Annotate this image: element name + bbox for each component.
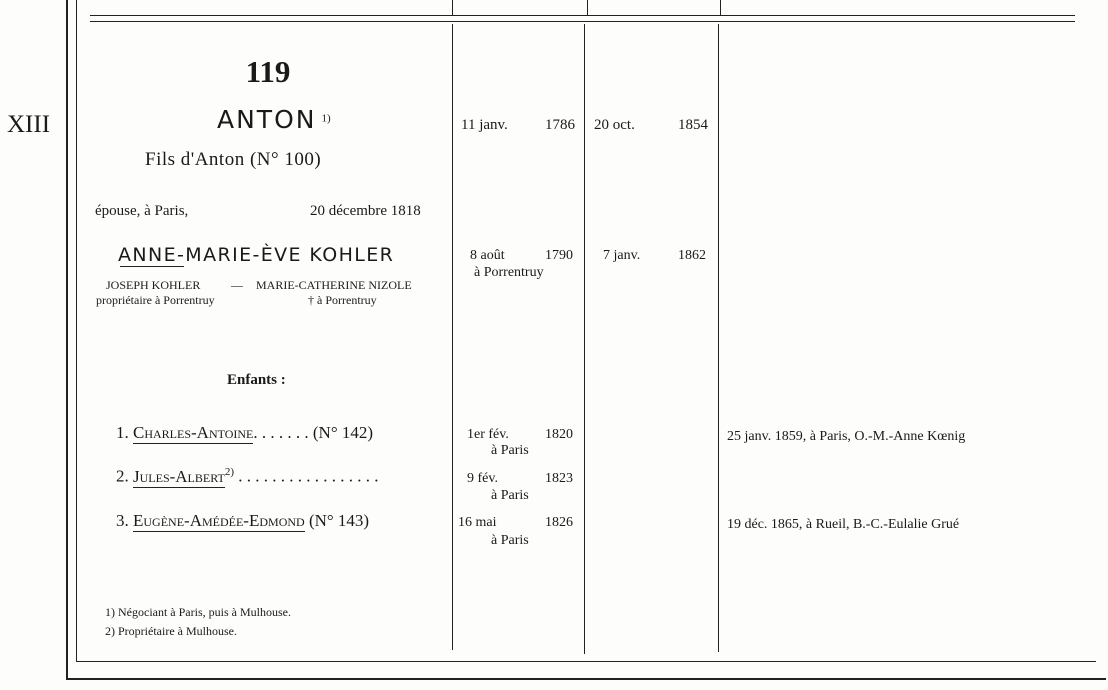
child-number: 2. <box>116 466 129 486</box>
child-number: 1. <box>116 423 129 442</box>
spouse-death-year: 1862 <box>678 248 706 263</box>
header-col-divider-2 <box>587 0 588 15</box>
spouse-name: ANNE-MARIE-ÈVE KOHLER <box>118 244 395 266</box>
child-birth-day: 16 mai <box>458 515 497 530</box>
entry-death-year: 1854 <box>678 117 708 133</box>
marriage-label: épouse, à Paris, <box>95 203 189 219</box>
header-col-divider-3 <box>720 0 721 15</box>
child-row <box>116 511 369 531</box>
child-leader-dots: . . . . . . . <box>253 423 309 442</box>
header-rule-top <box>90 15 1075 16</box>
spouse-birth-day: 8 août <box>470 248 505 263</box>
child-number: 3. <box>116 511 129 530</box>
spouse-mother-info: † à Porrentruy <box>308 293 377 307</box>
child-name: Eugène-Amédée-Edmond <box>133 511 305 530</box>
child-birth-year: 1826 <box>545 515 573 530</box>
children-heading: Enfants : <box>227 372 286 388</box>
entry-name-group <box>217 105 331 134</box>
footnote: 1) Négociant à Paris, puis à Mulhouse. <box>105 605 291 619</box>
entry-name-footnote-ref: 1) <box>321 112 331 125</box>
header-col-divider-1 <box>452 0 453 15</box>
entry-birth-day: 11 janv. <box>461 117 508 133</box>
child-reference: (N° 142) <box>312 423 374 442</box>
column-divider-3 <box>718 24 719 652</box>
spouse-father-info: propriétaire à Porrentruy <box>96 293 215 307</box>
entry-death-day: 20 oct. <box>594 117 635 133</box>
child-marriage: 19 déc. 1865, à Rueil, B.-C.-Eulalie Grué <box>727 517 960 532</box>
child-birth-year: 1820 <box>545 427 573 442</box>
header-rule-bottom <box>90 21 1075 22</box>
child-birth-place: à Paris <box>491 443 529 458</box>
footnote: 2) Propriétaire à Mulhouse. <box>105 624 237 638</box>
entry-name: ANTON <box>217 105 317 134</box>
spouse-birth-year: 1790 <box>545 248 573 263</box>
child-marriage: 25 janv. 1859, à Paris, O.-M.-Anne Kœnig <box>727 429 966 444</box>
column-divider-1 <box>452 24 453 650</box>
child-birth-place: à Paris <box>491 533 529 548</box>
page-frame-inner <box>76 0 1096 662</box>
entry-birth-year: 1786 <box>545 117 575 133</box>
child-birth-year: 1823 <box>545 471 573 486</box>
child-birth-day: 9 fév. <box>467 471 498 486</box>
spouse-mother: MARIE-CATHERINE NIZOLE <box>256 278 412 292</box>
child-footnote-ref: 2) <box>224 466 235 478</box>
generation-numeral: XIII <box>7 111 51 138</box>
spouse-death-day: 7 janv. <box>603 248 641 263</box>
spouse-parents-dash: — <box>231 278 243 292</box>
child-row <box>116 423 373 443</box>
column-divider-2 <box>584 24 585 654</box>
entry-parent-line: Fils d'Anton (N° 100) <box>145 149 322 170</box>
spouse-name-underline <box>120 266 184 267</box>
child-birth-place: à Paris <box>491 488 529 503</box>
child-reference: (N° 143) <box>308 511 370 530</box>
spouse-father: JOSEPH KOHLER <box>106 278 201 292</box>
marriage-date: 20 décembre 1818 <box>310 203 421 219</box>
child-name: Charles-Antoine <box>133 423 254 442</box>
child-birth-day: 1er fév. <box>467 427 509 442</box>
child-row <box>116 466 379 487</box>
entry-number: 119 <box>245 54 291 89</box>
spouse-birth-place: à Porrentruy <box>474 265 544 280</box>
child-name: Jules-Albert <box>133 466 225 486</box>
child-leader-dots: . . . . . . . . . . . . . . . . . <box>238 466 379 486</box>
